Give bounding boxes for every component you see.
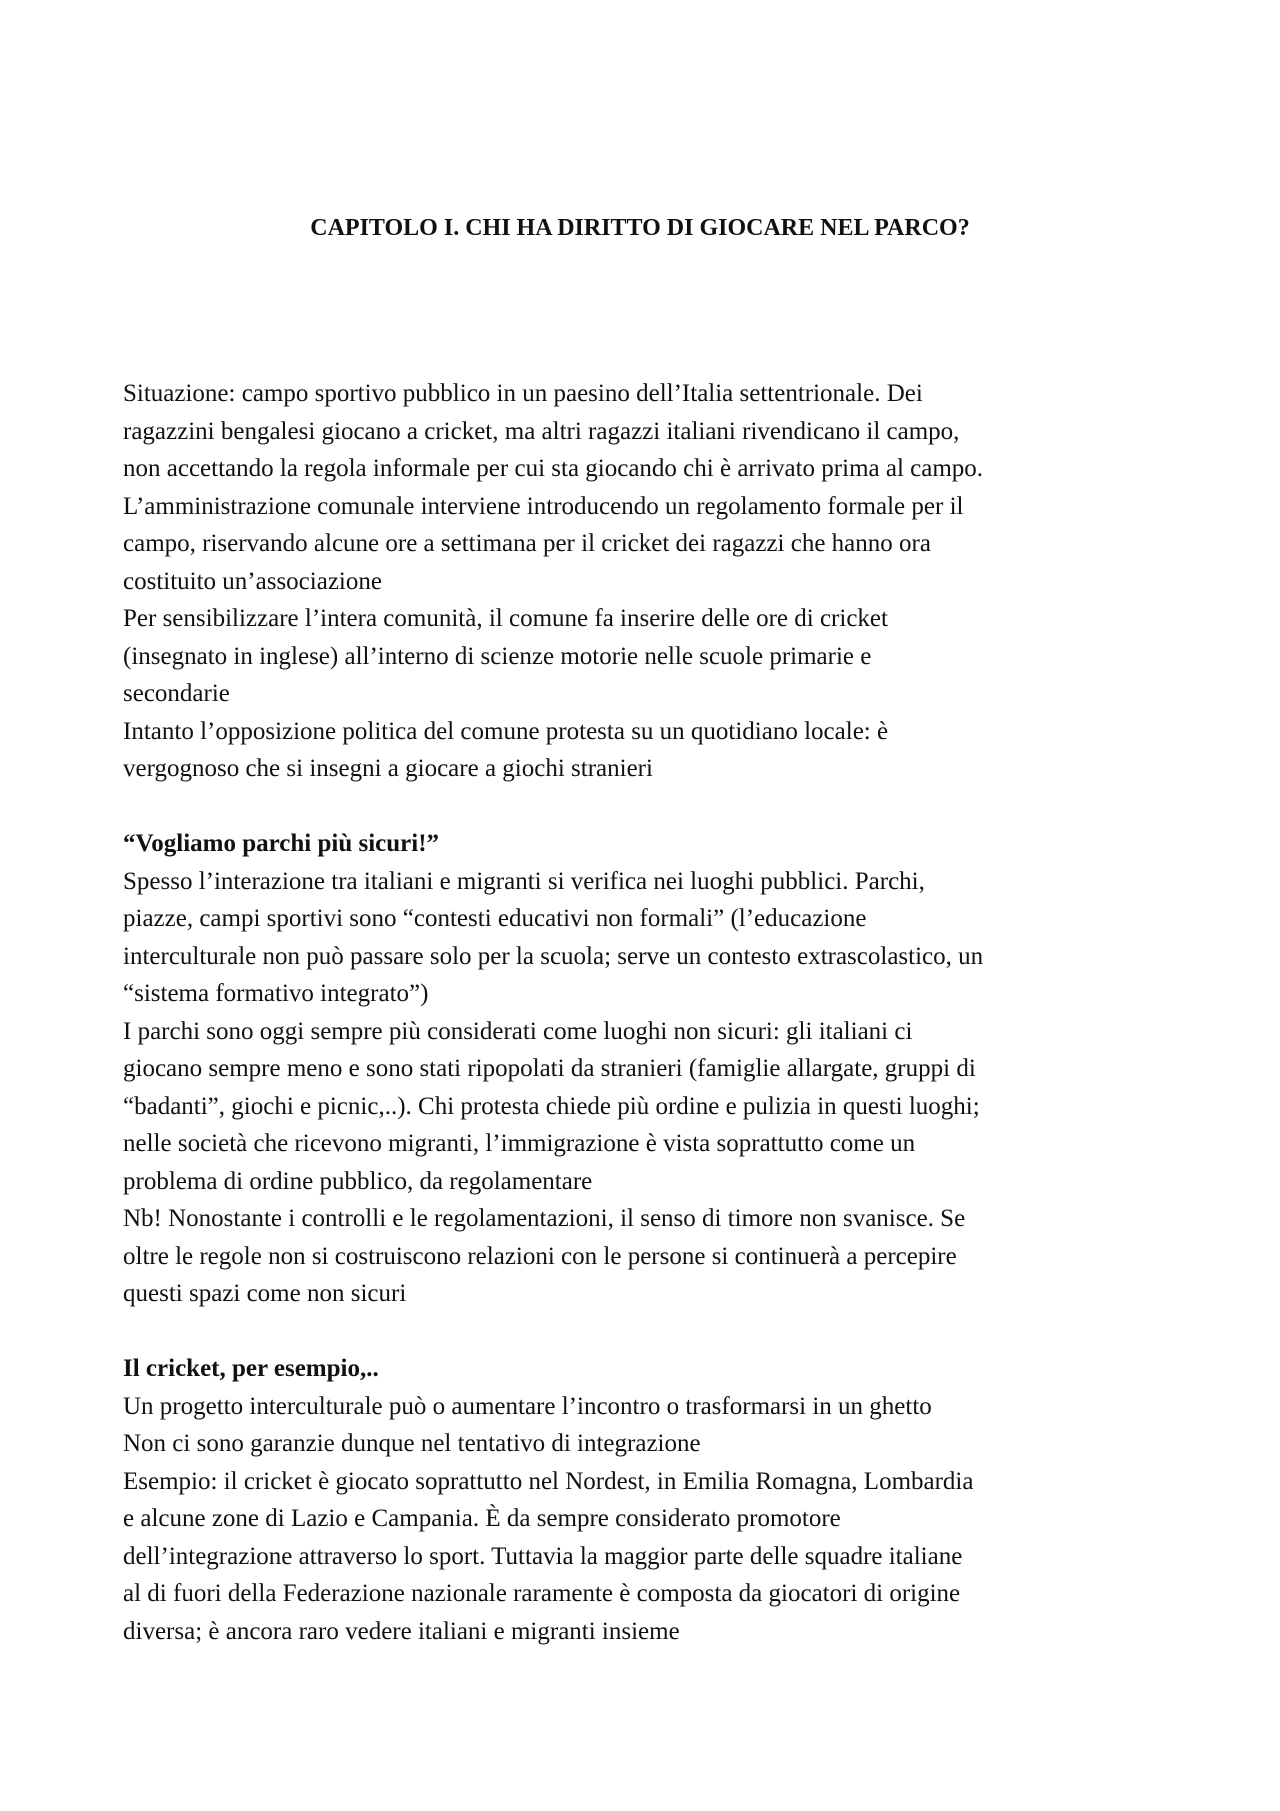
paragraph-line: Per sensibilizzare l’intera comunità, il comune fa inserire delle ore di cricket [123, 605, 888, 632]
paragraph-line: “sistema formativo integrato”) [123, 980, 429, 1007]
paragraph-line: al di fuori della Federazione nazionale raramente è composta da giocatori di origine [123, 1580, 961, 1607]
paragraph-line: dell’integrazione attraverso lo sport. Tuttavia la maggior parte delle squadre italiane [123, 1542, 963, 1570]
paragraph-line: L’amministrazione comunale interviene introducendo un regolamento formale per il [123, 492, 964, 520]
paragraph-line: secondarie [123, 680, 230, 707]
section-heading: Il cricket, per esempio,.. [123, 1355, 379, 1382]
paragraph-line: Un progetto interculturale può o aumentare l’incontro o trasformarsi in un ghetto [123, 1392, 932, 1420]
paragraph-line: Intanto l’opposizione politica del comune protesta su un quotidiano locale: è [123, 717, 889, 745]
paragraph-line: Esempio: il cricket è giocato soprattutto nel Nordest, in Emilia Romagna, Lombardia [123, 1467, 974, 1495]
paragraph-line: questi spazi come non sicuri [123, 1280, 407, 1307]
paragraph-line: problema di ordine pubblico, da regolamentare [123, 1167, 593, 1195]
paragraph-line: I parchi sono oggi sempre più considerati come luoghi non sicuri: gli italiani ci [123, 1017, 913, 1045]
section-cricket-esempio [123, 1350, 1183, 1650]
paragraph-line: Nb! Nonostante i controlli e le regolamentazioni, il senso di timore non svanisce. Se [123, 1205, 966, 1232]
paragraph-line: vergognoso che si insegni a giocare a giochi stranieri [123, 755, 653, 782]
document-body [123, 375, 1183, 1650]
paragraph-line: Non ci sono garanzie dunque nel tentativo di integrazione [123, 1430, 701, 1457]
paragraph-line: ragazzini bengalesi giocano a cricket, ma altri ragazzi italiani rivendicano il campo, [123, 417, 960, 445]
paragraph-line: piazze, campi sportivi sono “contesti educativi non formali” (l’educazione [123, 905, 867, 932]
paragraph-line: campo, riservando alcune ore a settimana per il cricket dei ragazzi che hanno ora [123, 530, 931, 557]
paragraph-line: costituito un’associazione [123, 567, 382, 595]
section-heading: “Vogliamo parchi più sicuri!” [123, 830, 440, 857]
paragraph-line: interculturale non può passare solo per la scuola; serve un contesto extrascolastico, un [123, 942, 984, 970]
section-spacer [123, 1313, 1183, 1351]
paragraph-line: Situazione: campo sportivo pubblico in un paesino dell’Italia settentrionale. Dei [123, 380, 923, 407]
section-situazione [123, 375, 1183, 788]
chapter-title: CAPITOLO I. CHI HA DIRITTO DI GIOCARE NEL PARCO? [310, 215, 970, 241]
paragraph-line: nelle società che ricevono migranti, l’immigrazione è vista soprattutto come un [123, 1130, 916, 1157]
paragraph-line: Spesso l’interazione tra italiani e migranti si verifica nei luoghi pubblici. Parchi, [123, 867, 925, 895]
paragraph-line: oltre le regole non si costruiscono relazioni con le persone si continuerà a percepire [123, 1242, 957, 1270]
paragraph-line: e alcune zone di Lazio e Campania. È da sempre considerato promotore [123, 1505, 841, 1532]
paragraph-line: giocano sempre meno e sono stati ripopolati da stranieri (famiglie allargate, gruppi di [123, 1055, 976, 1082]
paragraph-line: “badanti”, giochi e picnic,..). Chi protesta chiede più ordine e pulizia in questi luoghi; [123, 1092, 980, 1120]
paragraph-line: (insegnato in inglese) all’interno di scienze motorie nelle scuole primarie e [123, 642, 872, 670]
paragraph-line: diversa; è ancora raro vedere italiani e migranti insieme [123, 1617, 680, 1645]
paragraph-line: non accettando la regola informale per cui sta giocando chi è arrivato prima al campo. [123, 455, 984, 482]
section-parchi-sicuri [123, 825, 1183, 1313]
section-spacer [123, 788, 1183, 826]
